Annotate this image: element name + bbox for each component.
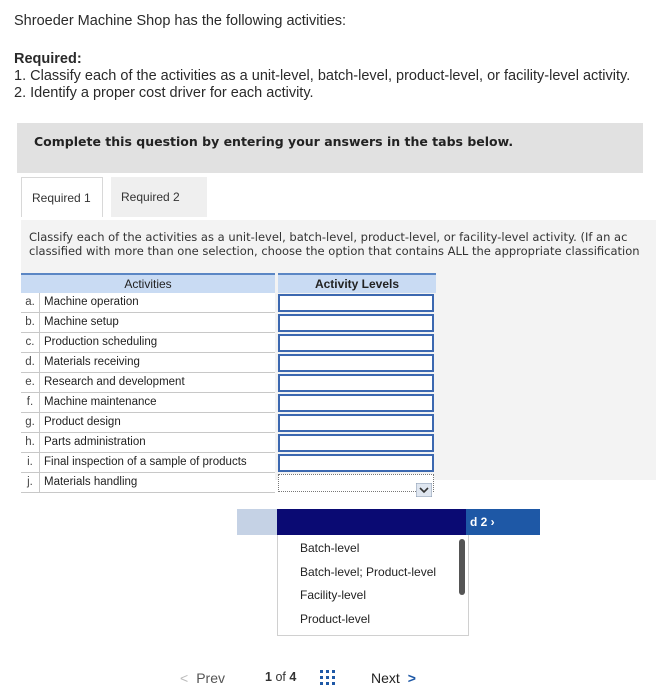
header-activity-levels: Activity Levels	[278, 273, 436, 293]
pager-fragment[interactable]	[466, 509, 540, 535]
instructions-line-2: classified with more than one selection, choose the option that contains ALL the appropriate classification	[29, 244, 640, 258]
activity-level-select-a[interactable]	[278, 294, 434, 312]
row-letter: a.	[21, 293, 40, 312]
intro-text: Shroeder Machine Shop has the following activities:	[14, 13, 347, 29]
row-letter: i.	[21, 453, 40, 472]
banner-text: Complete this question by entering your answers in the tabs below.	[34, 134, 514, 149]
tab-required-1[interactable]: Required 1	[21, 177, 103, 217]
table-row	[21, 293, 275, 313]
tab-required-2[interactable]: Required 2	[111, 177, 207, 217]
dropdown-option-facility[interactable]: Facility-level	[300, 588, 367, 602]
page-total: 4	[289, 670, 297, 684]
dropdown-option-batch[interactable]: Batch-level	[300, 541, 360, 555]
activity-name: Product design	[44, 416, 121, 428]
instructions-line-1: Classify each of the activities as a unit-level, batch-level, product-level, or facility-level activity. (If an ac	[29, 230, 628, 244]
activity-level-select-j[interactable]	[278, 474, 434, 492]
activity-name: Parts administration	[44, 436, 146, 448]
table-row	[21, 453, 275, 473]
row-letter: f.	[21, 393, 40, 412]
table-row	[21, 433, 275, 453]
activity-name: Final inspection of a sample of products	[44, 456, 247, 468]
activity-name: Research and development	[44, 376, 185, 388]
chevron-right-icon: >	[407, 670, 416, 686]
row-letter: d.	[21, 353, 40, 372]
next-label: Next	[371, 670, 400, 686]
row-letter: b.	[21, 313, 40, 332]
dropdown-option-batch-product[interactable]: Batch-level; Product-level	[300, 565, 437, 579]
pager-back-fragment[interactable]	[237, 509, 277, 535]
next-button[interactable]	[371, 670, 416, 686]
required-heading: Required:	[14, 51, 82, 67]
table-row	[21, 333, 275, 353]
activity-level-select-i[interactable]	[278, 454, 434, 472]
page-counter	[265, 670, 296, 684]
row-letter: e.	[21, 373, 40, 392]
row-letter: j.	[21, 473, 40, 492]
dropdown-option-product[interactable]: Product-level	[300, 612, 371, 626]
activity-level-select-g[interactable]	[278, 414, 434, 432]
activity-level-select-e[interactable]	[278, 374, 434, 392]
dropdown-scrollbar[interactable]	[459, 539, 465, 595]
required-item-2: 2. Identify a proper cost driver for each activity.	[14, 85, 314, 101]
activity-name: Materials handling	[44, 476, 138, 488]
prev-button[interactable]	[180, 670, 225, 686]
required-item-1: 1. Classify each of the activities as a unit-level, batch-level, product-level, or facility-level activity.	[14, 68, 631, 84]
row-letter: g.	[21, 413, 40, 432]
table-row	[21, 413, 275, 433]
table-row	[21, 313, 275, 333]
activity-level-select-d[interactable]	[278, 354, 434, 372]
activity-level-select-b[interactable]	[278, 314, 434, 332]
activity-name: Production scheduling	[44, 336, 158, 348]
activity-name: Materials receiving	[44, 356, 140, 368]
activity-name: Machine operation	[44, 296, 139, 308]
activity-level-select-h[interactable]	[278, 434, 434, 452]
row-letter: h.	[21, 433, 40, 452]
instruction-banner	[17, 123, 643, 173]
dropdown-header	[277, 509, 467, 535]
table-row	[21, 353, 275, 373]
activity-name: Machine setup	[44, 316, 119, 328]
activity-level-select-c[interactable]	[278, 334, 434, 352]
table-row	[21, 473, 275, 493]
row-letter: c.	[21, 333, 40, 352]
dropdown-list	[277, 535, 469, 636]
page-of: of	[275, 670, 286, 684]
activity-name: Machine maintenance	[44, 396, 157, 408]
dropdown-arrow-icon[interactable]	[416, 483, 432, 497]
pager-fragment-text: d 2 ›	[470, 515, 495, 529]
panel-instructions	[29, 230, 654, 258]
grid-icon[interactable]	[320, 670, 335, 685]
header-activities: Activities	[21, 273, 275, 293]
table-row	[21, 373, 275, 393]
activity-level-select-f[interactable]	[278, 394, 434, 412]
prev-label: Prev	[196, 670, 225, 686]
page-current: 1	[265, 670, 272, 684]
table-row	[21, 393, 275, 413]
chevron-left-icon: <	[180, 670, 189, 686]
